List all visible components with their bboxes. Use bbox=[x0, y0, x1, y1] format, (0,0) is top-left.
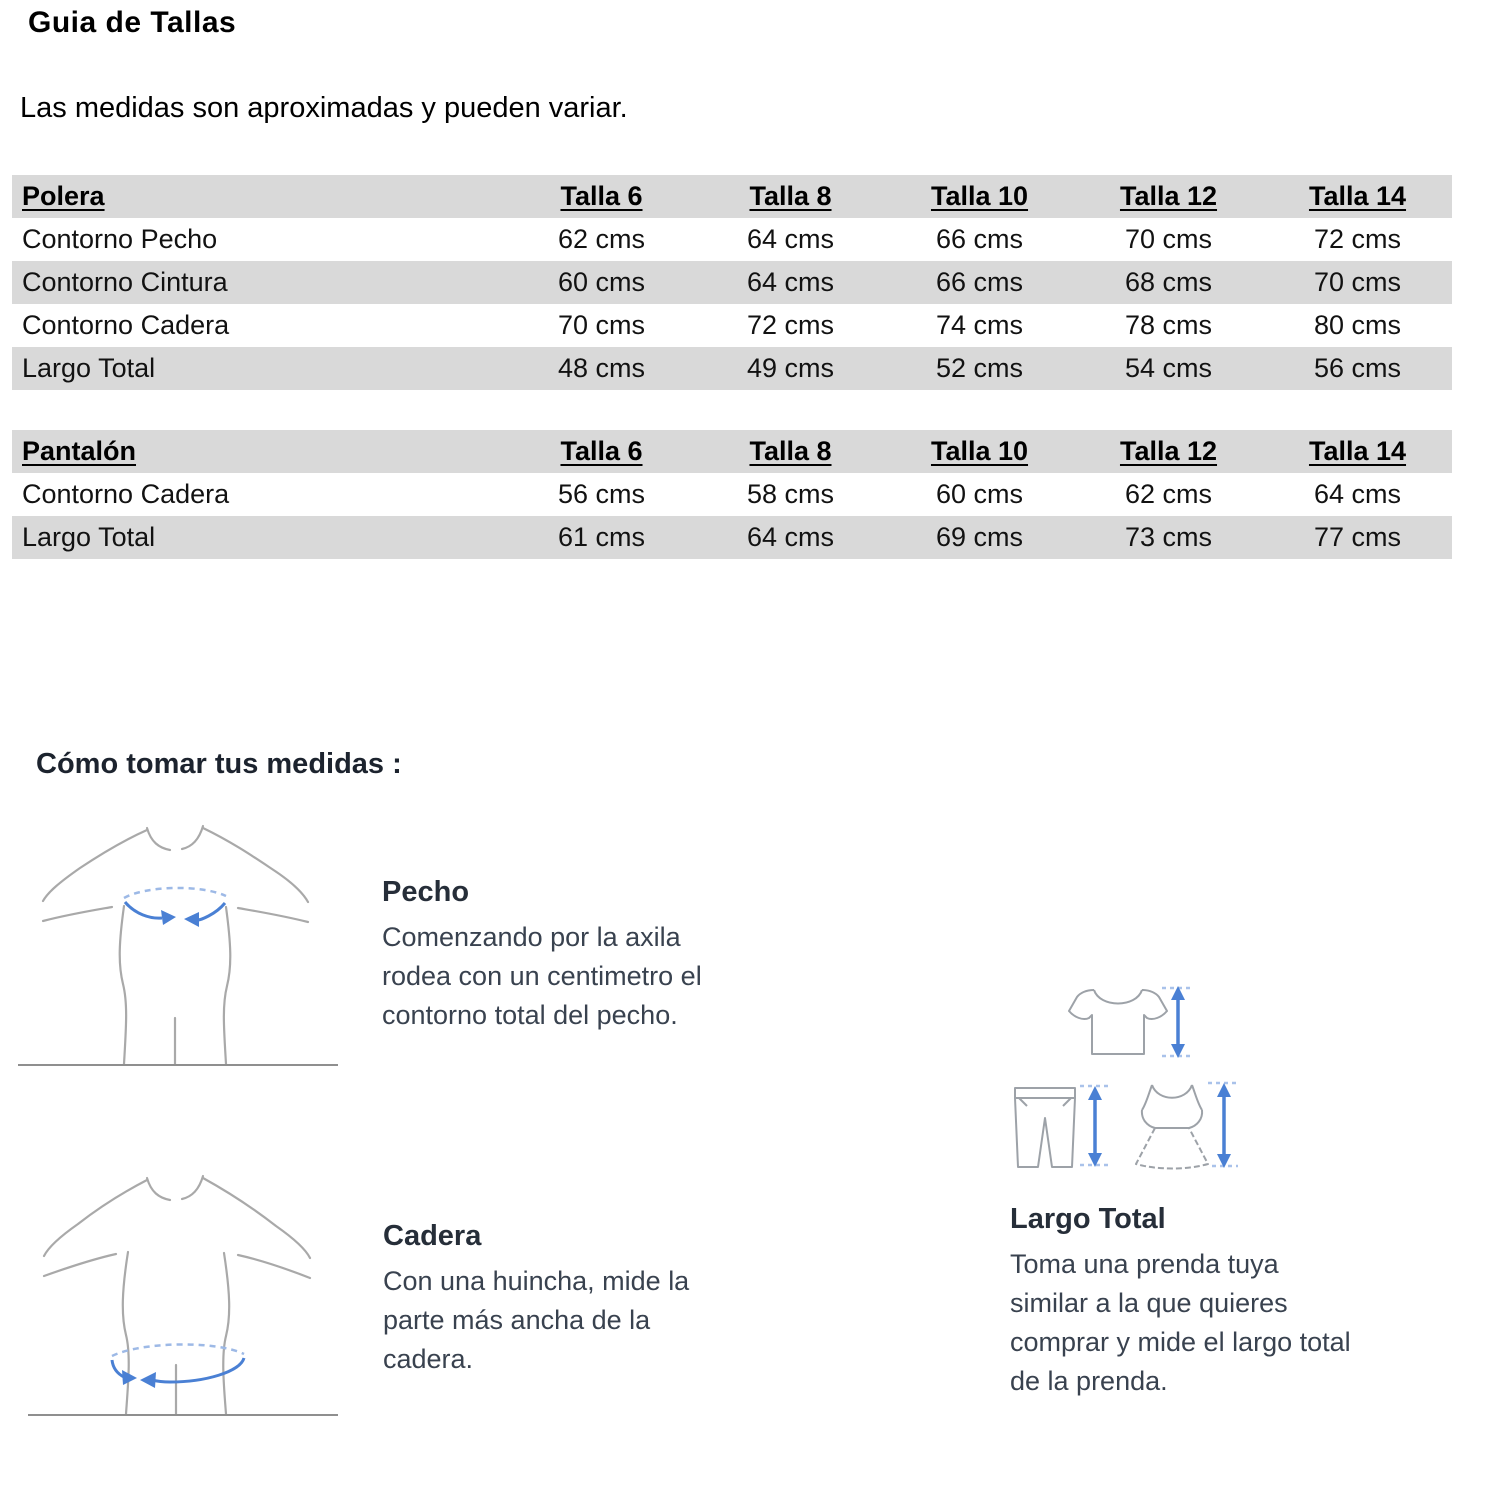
measurement-cell: 48 cms bbox=[557, 353, 646, 383]
polera-size-table bbox=[12, 175, 1452, 390]
measurement-cell: 64 cms bbox=[746, 522, 835, 552]
measurement-cell: 72 cms bbox=[746, 310, 835, 340]
measure-item-text: Con una huincha, mide la parte más ancha de la cadera. bbox=[383, 1266, 690, 1374]
measurement-cell: 66 cms bbox=[935, 224, 1024, 254]
pants-icon bbox=[1015, 1088, 1075, 1167]
measurement-cell: 68 cms bbox=[1124, 267, 1213, 297]
table-row bbox=[12, 304, 1452, 347]
size-table bbox=[12, 175, 1452, 390]
measure-item-pecho bbox=[382, 876, 802, 1035]
measure-item-text: Comenzando por la axila rodea con un centimetro el contorno total del pecho. bbox=[382, 922, 702, 1030]
garment-length-icons bbox=[1002, 976, 1250, 1176]
measurement-cell: 56 cms bbox=[557, 479, 646, 509]
measurement-cell: 78 cms bbox=[1124, 310, 1213, 340]
dress-length-arrow-icon bbox=[1208, 1083, 1238, 1168]
size-column-header: Talla 12 bbox=[1119, 436, 1218, 466]
row-label-cell: Contorno Cadera bbox=[22, 310, 230, 340]
table-row bbox=[12, 473, 1452, 516]
measure-item-title: Largo Total bbox=[1010, 1203, 1166, 1235]
chest-measure-figure bbox=[0, 814, 352, 1068]
table-header-row bbox=[12, 430, 1452, 473]
chest-measure-figure-icon bbox=[0, 814, 352, 1068]
size-column-header: Talla 8 bbox=[749, 436, 832, 466]
page-subtitle: Las medidas son aproximadas y pueden variar. bbox=[20, 92, 628, 124]
measurement-cell: 58 cms bbox=[746, 479, 835, 509]
measurement-cell: 60 cms bbox=[935, 479, 1024, 509]
measurement-cell: 64 cms bbox=[1313, 479, 1402, 509]
measurement-cell: 70 cms bbox=[557, 310, 646, 340]
measurement-cell: 70 cms bbox=[1313, 267, 1402, 297]
measurement-cell: 60 cms bbox=[557, 267, 646, 297]
measure-item-largo-total bbox=[1010, 1203, 1450, 1401]
hip-measure-figure bbox=[0, 1150, 352, 1418]
measurement-cell: 72 cms bbox=[1313, 224, 1402, 254]
tshirt-icon bbox=[1069, 990, 1167, 1054]
measurement-cell: 80 cms bbox=[1313, 310, 1402, 340]
row-label-cell: Contorno Cintura bbox=[22, 267, 228, 297]
measurement-cell: 66 cms bbox=[935, 267, 1024, 297]
dress-icon bbox=[1136, 1085, 1208, 1169]
measurement-cell: 77 cms bbox=[1313, 522, 1402, 552]
measure-item-title: Cadera bbox=[383, 1220, 482, 1252]
measurement-cell: 64 cms bbox=[746, 224, 835, 254]
size-table bbox=[12, 430, 1452, 559]
measurement-cell: 61 cms bbox=[557, 522, 646, 552]
table-header-row bbox=[12, 175, 1452, 218]
size-column-header: Talla 12 bbox=[1119, 181, 1218, 211]
measurement-cell: 73 cms bbox=[1124, 522, 1213, 552]
size-column-header: Talla 10 bbox=[930, 181, 1029, 211]
row-label-cell: Contorno Pecho bbox=[22, 224, 218, 254]
measurement-cell: 64 cms bbox=[746, 267, 835, 297]
measurement-cell: 49 cms bbox=[746, 353, 835, 383]
row-label-cell: Largo Total bbox=[22, 353, 156, 383]
measurement-cell: 74 cms bbox=[935, 310, 1024, 340]
page-title: Guia de Tallas bbox=[28, 6, 237, 39]
measurement-cell: 70 cms bbox=[1124, 224, 1213, 254]
pantalon-size-table bbox=[12, 430, 1452, 559]
chest-tape-arrows bbox=[124, 888, 226, 927]
measure-section-heading: Cómo tomar tus medidas : bbox=[36, 748, 402, 780]
measurement-cell: 69 cms bbox=[935, 522, 1024, 552]
measurement-cell: 56 cms bbox=[1313, 353, 1402, 383]
garment-length-icons-svg bbox=[1002, 976, 1250, 1176]
size-column-header: Talla 10 bbox=[930, 436, 1029, 466]
measurement-cell: 62 cms bbox=[557, 224, 646, 254]
table-row bbox=[12, 261, 1452, 304]
table-title-cell: Polera bbox=[22, 181, 105, 211]
size-column-header: Talla 6 bbox=[560, 436, 643, 466]
size-column-header: Talla 14 bbox=[1308, 436, 1407, 466]
size-column-header: Talla 14 bbox=[1308, 181, 1407, 211]
measurement-cell: 52 cms bbox=[935, 353, 1024, 383]
size-column-header: Talla 6 bbox=[560, 181, 643, 211]
size-column-header: Talla 8 bbox=[749, 181, 832, 211]
table-row bbox=[12, 516, 1452, 559]
tshirt-length-arrow-icon bbox=[1162, 986, 1192, 1058]
measurement-cell: 54 cms bbox=[1124, 353, 1213, 383]
hip-measure-figure-icon bbox=[0, 1150, 352, 1418]
table-row bbox=[12, 218, 1452, 261]
row-label-cell: Contorno Cadera bbox=[22, 479, 230, 509]
pants-length-arrow-icon bbox=[1080, 1086, 1110, 1167]
measure-item-title: Pecho bbox=[382, 876, 470, 908]
table-title-cell: Pantalón bbox=[22, 436, 137, 466]
row-label-cell: Largo Total bbox=[22, 522, 156, 552]
measure-item-cadera bbox=[383, 1220, 803, 1379]
measure-item-text: Toma una prenda tuya similar a la que quieres comprar y mide el largo total de la prenda. bbox=[1010, 1249, 1351, 1396]
measurement-cell: 62 cms bbox=[1124, 479, 1213, 509]
table-row bbox=[12, 347, 1452, 390]
